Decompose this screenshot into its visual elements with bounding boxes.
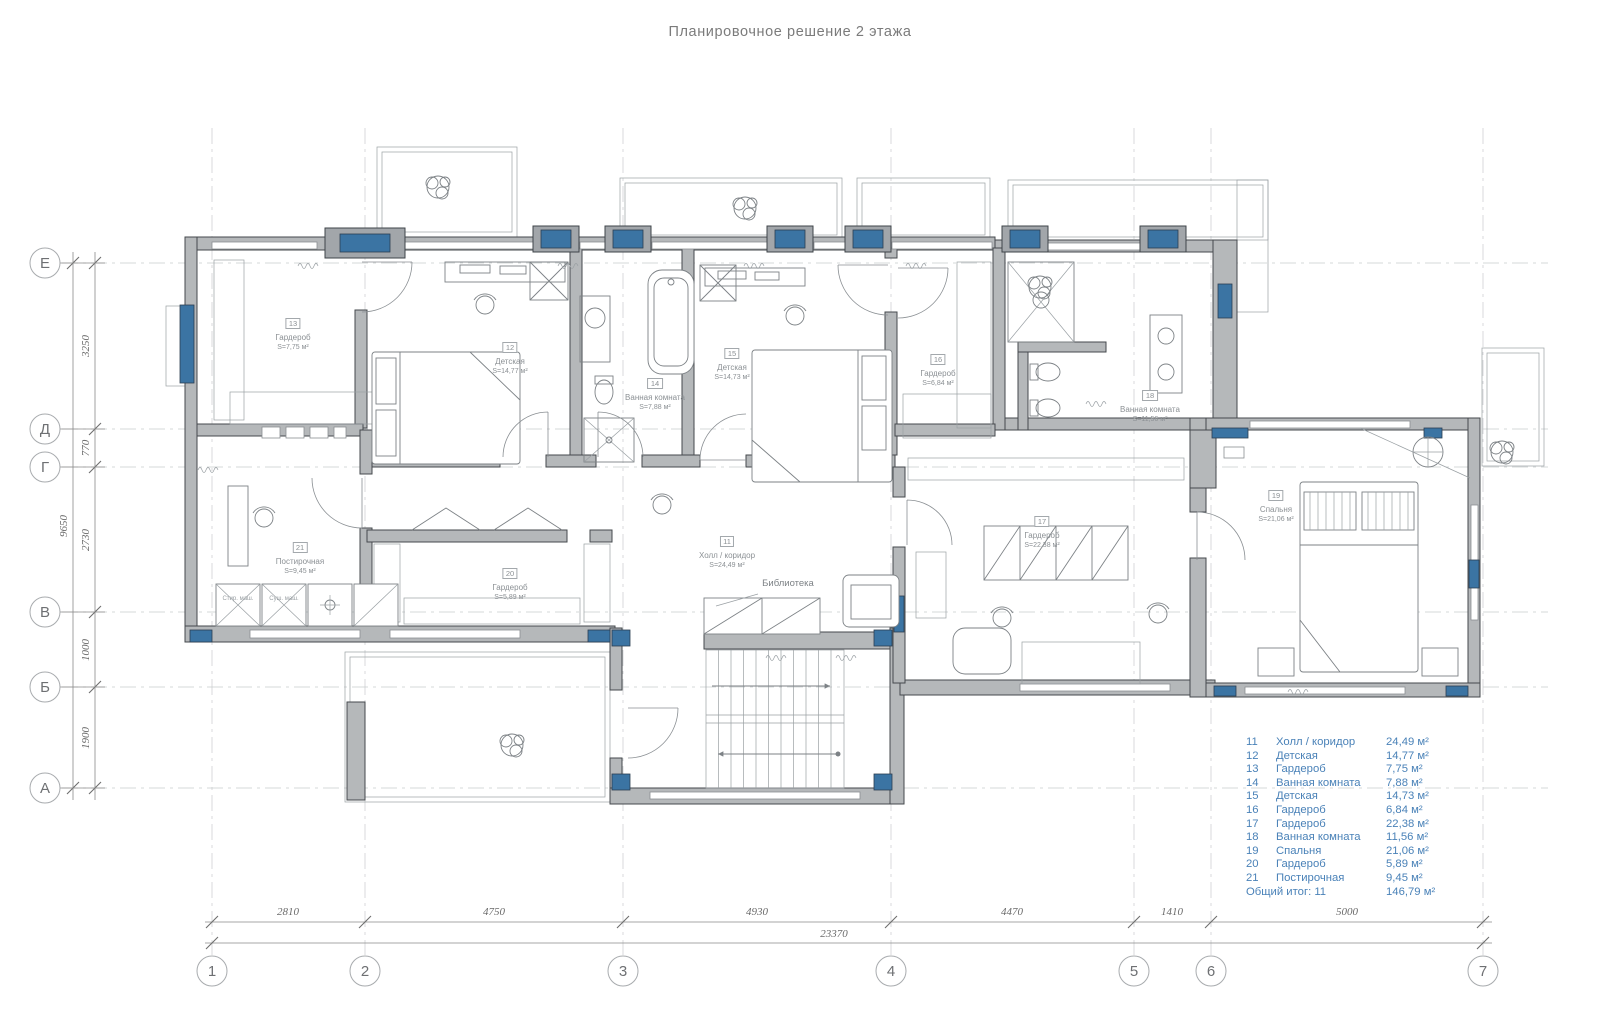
dim-left-4: 1000 <box>80 639 92 661</box>
room-area: S=14,77 м² <box>492 368 528 376</box>
legend-row <box>1246 777 1466 791</box>
room-name: Детская <box>495 356 525 366</box>
legend-row <box>1246 845 1466 859</box>
room-name: Гардероб <box>492 582 528 592</box>
dim-bottom-2: 4750 <box>483 906 505 918</box>
room-name: Гардероб <box>1024 530 1060 540</box>
axis-col-2: 2 <box>360 963 370 980</box>
room-name: Гардероб <box>275 332 311 342</box>
axis-row-e: Е <box>39 255 51 272</box>
room-label-14 <box>625 372 685 412</box>
dim-bottom-1: 2810 <box>277 906 299 918</box>
legend-name: Гардероб <box>1276 803 1326 816</box>
room-label-18 <box>1120 384 1180 424</box>
legend-row <box>1246 804 1466 818</box>
room-number: 13 <box>285 318 300 329</box>
library-note: Библиотека <box>762 578 814 589</box>
legend-name: Детская <box>1276 790 1318 803</box>
room-name: Гардероб <box>920 368 956 378</box>
room-number: 12 <box>502 342 517 353</box>
legend-row <box>1246 763 1466 777</box>
room-area: S=5,89 м² <box>494 594 526 602</box>
room-legend <box>1246 736 1466 899</box>
room-number: 11 <box>720 536 735 547</box>
washer-label: Стир. маш. <box>222 596 254 602</box>
room-number: 20 <box>502 568 517 579</box>
legend-total-area: 146,79 м² <box>1386 885 1436 898</box>
legend-row <box>1246 736 1466 750</box>
room-label-13 <box>275 312 310 352</box>
room-number: 17 <box>1034 516 1049 527</box>
dim-left-5: 1900 <box>80 727 92 749</box>
legend-num: 17 <box>1246 817 1259 830</box>
room-label-17 <box>1024 510 1059 550</box>
dim-left-2: 770 <box>80 439 92 457</box>
dim-left-total: 9650 <box>58 515 70 537</box>
room-area: S=11,56 м² <box>1132 416 1168 424</box>
room-name: Холл / коридор <box>698 550 756 560</box>
legend-area: 7,75 м² <box>1386 763 1423 776</box>
room-name: Постирочная <box>275 556 325 566</box>
room-number: 18 <box>1142 390 1157 401</box>
legend-area: 22,38 м² <box>1386 817 1429 830</box>
legend-row <box>1246 818 1466 832</box>
axis-col-4: 4 <box>886 963 896 980</box>
room-name: Ванная комната <box>625 392 685 402</box>
legend-num: 16 <box>1246 803 1259 816</box>
legend-area: 14,77 м² <box>1386 749 1429 762</box>
legend-num: 12 <box>1246 749 1259 762</box>
room-label-16 <box>920 348 955 388</box>
room-legend-table <box>1246 736 1466 899</box>
legend-num: 14 <box>1246 776 1259 789</box>
room-label-15 <box>714 342 749 382</box>
room-label-20 <box>492 562 527 602</box>
legend-num: 20 <box>1246 858 1259 871</box>
room-name: Ванная комната <box>1120 404 1180 414</box>
legend-row <box>1246 750 1466 764</box>
legend-name: Спальня <box>1276 844 1322 857</box>
legend-area: 7,88 м² <box>1386 776 1423 789</box>
room-number: 19 <box>1268 490 1283 501</box>
room-number: 16 <box>930 354 945 365</box>
staircase <box>706 650 844 788</box>
legend-row <box>1246 858 1466 872</box>
room-area: S=7,88 м² <box>639 404 671 412</box>
room-number: 15 <box>724 348 739 359</box>
room-number: 14 <box>647 378 662 389</box>
legend-row <box>1246 790 1466 804</box>
axis-row-d: Д <box>39 421 51 438</box>
legend-area: 24,49 м² <box>1386 736 1429 748</box>
axis-columns <box>197 956 1498 986</box>
room-area: S=24,49 м² <box>709 562 745 570</box>
legend-num: 19 <box>1246 844 1259 857</box>
dim-bottom-3: 4930 <box>746 906 768 918</box>
axis-col-3: 3 <box>618 963 628 980</box>
dryer-label: Суш. маш. <box>269 596 299 602</box>
legend-name: Ванная комната <box>1276 831 1361 844</box>
legend-num: 11 <box>1246 736 1258 748</box>
room-name: Спальня <box>1259 504 1293 514</box>
room-area: S=14,73 м² <box>714 374 750 382</box>
axis-col-5: 5 <box>1129 963 1139 980</box>
room-name: Детская <box>717 362 747 372</box>
axis-row-v: В <box>39 604 51 621</box>
legend-total-row <box>1246 886 1466 900</box>
legend-row <box>1246 872 1466 886</box>
room-area: S=22,38 м² <box>1024 542 1060 550</box>
room-area: S=9,45 м² <box>284 568 316 576</box>
legend-num: 21 <box>1246 871 1259 884</box>
legend-name: Холл / коридор <box>1276 736 1356 748</box>
page-title: Планировочное решение 2 этажа <box>668 24 912 40</box>
legend-area: 21,06 м² <box>1386 844 1429 857</box>
legend-name: Детская <box>1276 749 1318 762</box>
legend-area: 14,73 м² <box>1386 790 1429 803</box>
legend-row <box>1246 831 1466 845</box>
legend-total-label: Общий итог: 11 <box>1246 885 1327 898</box>
axis-col-7: 7 <box>1478 963 1488 980</box>
room-area: S=7,75 м² <box>277 344 309 352</box>
legend-area: 9,45 м² <box>1386 871 1423 884</box>
legend-name: Гардероб <box>1276 858 1326 871</box>
legend-name: Гардероб <box>1276 817 1326 830</box>
axis-row-a: А <box>39 780 51 797</box>
dim-bottom-total: 23370 <box>820 928 848 940</box>
legend-name: Постирочная <box>1276 871 1345 884</box>
dim-left-1: 3250 <box>80 335 92 357</box>
legend-area: 6,84 м² <box>1386 803 1423 816</box>
legend-num: 15 <box>1246 790 1259 803</box>
axis-row-b: Б <box>40 679 50 696</box>
room-label-12 <box>492 336 527 376</box>
dim-bottom-6: 5000 <box>1336 906 1358 918</box>
room-label-21 <box>276 536 324 576</box>
axis-row-g: Г <box>40 459 50 476</box>
dim-left-3: 2730 <box>80 529 92 551</box>
legend-area: 5,89 м² <box>1386 858 1423 871</box>
legend-num: 18 <box>1246 831 1259 844</box>
dim-bottom-5: 1410 <box>1161 906 1183 918</box>
room-label-19 <box>1258 484 1293 524</box>
axis-col-1: 1 <box>207 963 217 980</box>
legend-num: 13 <box>1246 763 1259 776</box>
room-area: S=6,84 м² <box>922 380 954 388</box>
room-area: S=21,06 м² <box>1258 516 1294 524</box>
room-number: 21 <box>292 542 307 553</box>
axis-col-6: 6 <box>1206 963 1216 980</box>
legend-name: Ванная комната <box>1276 776 1361 789</box>
legend-name: Гардероб <box>1276 763 1326 776</box>
dim-bottom-4: 4470 <box>1001 906 1023 918</box>
legend-area: 11,56 м² <box>1386 831 1429 844</box>
room-label-11 <box>699 530 755 570</box>
